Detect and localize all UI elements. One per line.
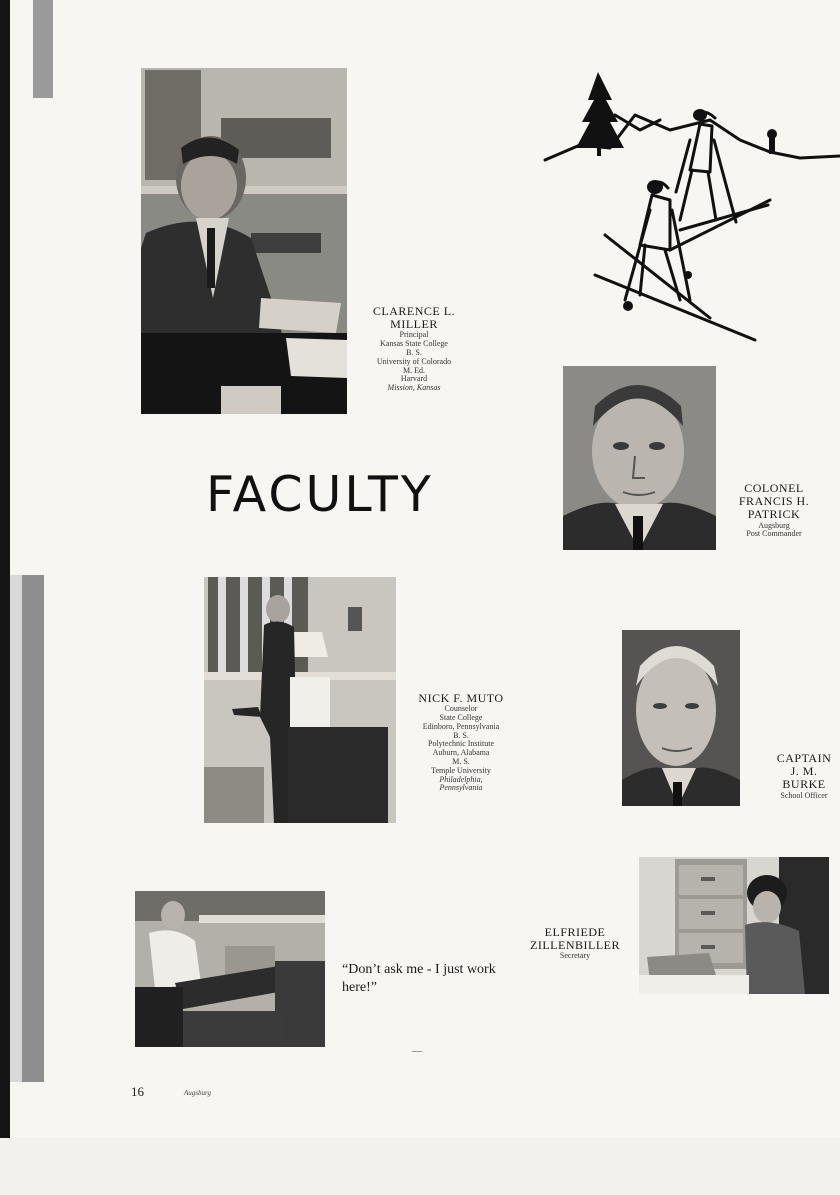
credential-line: State College: [439, 712, 483, 722]
name-zillenbiller-2: ZILLENBILLER: [530, 938, 620, 953]
page-number: 16: [131, 1084, 144, 1099]
caption-patrick: [724, 482, 824, 539]
name-muto: NICK F. MUTO: [418, 691, 504, 705]
page-tab-mark: [33, 0, 53, 98]
credential-line: M. S.: [452, 756, 470, 766]
page-footer-tag: Augsburg: [184, 1089, 211, 1097]
credential-line: Polytechnic Institute: [428, 739, 494, 749]
name-miller-1: CLARENCE L.: [372, 304, 456, 318]
photo-patrick: [563, 366, 716, 550]
photo-burke: [622, 630, 740, 806]
binding-edge: [0, 0, 10, 1195]
info-patrick-1: Augsburg: [758, 520, 790, 530]
credential-line: Kansas State College: [380, 339, 448, 349]
name-patrick-2: FRANCIS H.: [738, 494, 810, 509]
caption-miller: [358, 305, 470, 393]
credential-line: Edinboro, Pennsylvania: [422, 721, 500, 731]
photo-muto: [204, 577, 396, 823]
credential-line: M. Ed.: [403, 365, 425, 375]
credential-line: Auburn, Alabama: [432, 748, 490, 758]
role-zillenbiller: Secretary: [559, 951, 591, 961]
hometown-muto-1: Philadelphia,: [439, 774, 483, 784]
photo-zillenbiller: [639, 857, 829, 994]
hometown-muto-2: Pennsylvania: [439, 783, 483, 793]
credential-line: Temple University: [431, 765, 491, 775]
name-zillenbiller-1: ELFRIEDE: [544, 925, 606, 939]
caption-burke: [768, 752, 840, 800]
role-miller: Principal: [399, 330, 429, 340]
hometown-miller: Mission, Kansas: [387, 383, 441, 393]
credential-line: B. S.: [453, 730, 469, 740]
role-burke: School Officer: [780, 790, 828, 800]
credential-line: Harvard: [400, 374, 428, 384]
bottom-margin: [0, 1138, 840, 1195]
caption-muto: [405, 692, 517, 793]
info-patrick-2: Post Commander: [746, 529, 802, 539]
caption-zillenbiller: [520, 926, 630, 961]
credential-line: University of Colorado: [376, 356, 452, 366]
role-muto: Counselor: [444, 704, 478, 714]
name-patrick-1: COLONEL: [744, 481, 804, 495]
name-miller-2: MILLER: [390, 317, 438, 332]
quote-text: “Don’t ask me - I just work here!”: [342, 962, 496, 996]
credential-line: B. S.: [406, 347, 422, 357]
side-strip-light: [10, 575, 22, 1082]
divider-mark: [412, 1051, 422, 1052]
name-burke-1: CAPTAIN: [776, 751, 832, 765]
page-title: FACULTY: [206, 466, 434, 523]
skiers-illustration: [540, 60, 840, 350]
name-patrick-3: PATRICK: [747, 507, 801, 522]
photo-miller: [141, 68, 347, 414]
photo-reclining-man: [135, 891, 325, 1047]
name-burke-2: J. M. BURKE: [782, 764, 826, 792]
